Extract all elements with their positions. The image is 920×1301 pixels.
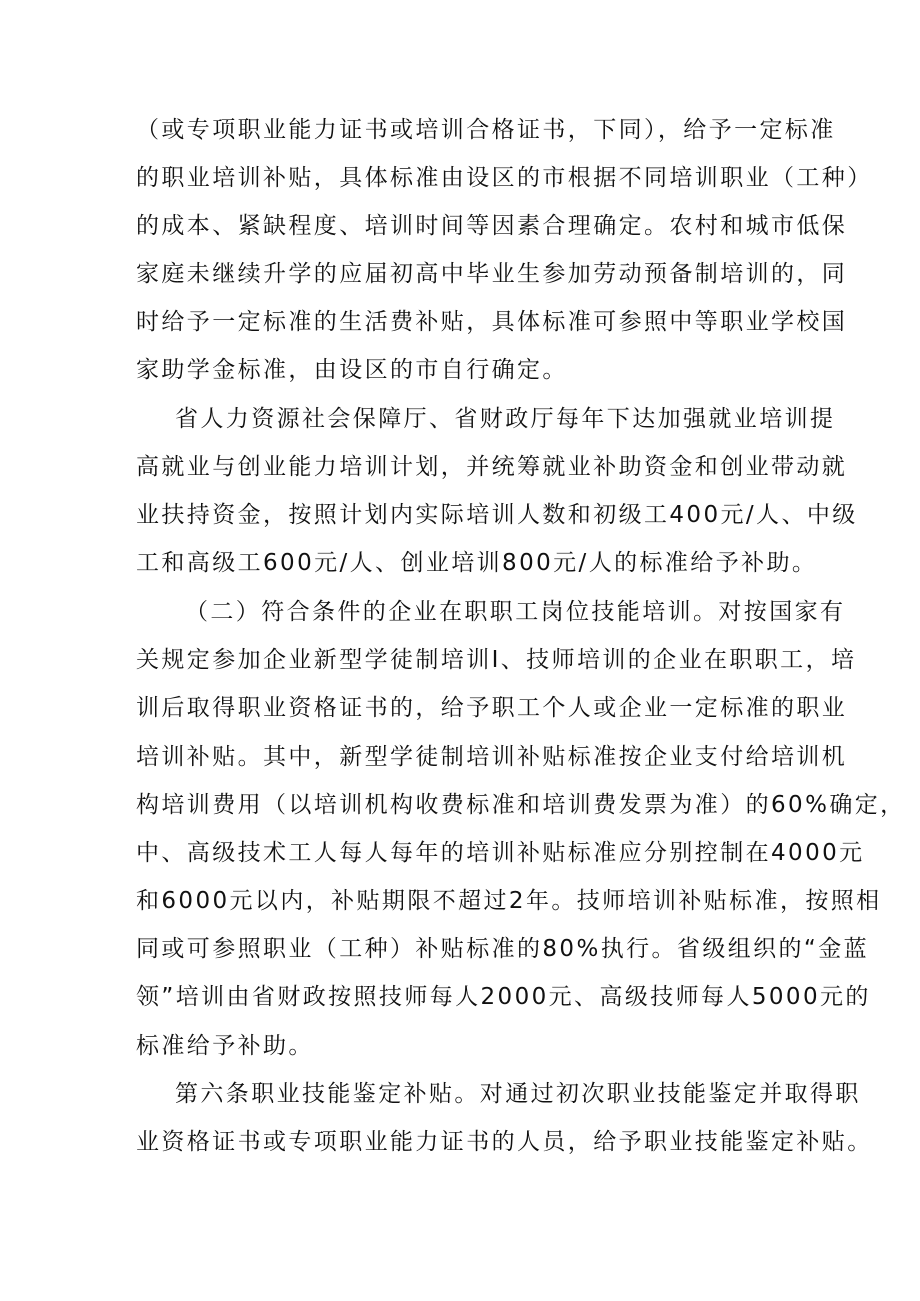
text-line: 构培训费用（以培训机构收费标准和培训费发票为准）的60%确定，	[136, 792, 906, 818]
text-line: 训后取得职业资格证书的，给予职工个人或企业一定标准的职业	[136, 695, 848, 721]
text-line: 家庭未继续升学的应届初高中毕业生参加劳动预备制培训的，同	[136, 261, 848, 287]
text-line: 的职业培训补贴，具体标准由设区的市根据不同培训职业（工种）	[136, 165, 873, 191]
text-line: 工和高级工600元/人、创业培训800元/人的标准给予补助。	[136, 550, 818, 576]
article-heading-line: 第六条职业技能鉴定补贴。对通过初次职业技能鉴定并取得职	[175, 1081, 861, 1107]
text-line: 高就业与创业能力培训计划，并统筹就业补助资金和创业带动就	[136, 454, 848, 480]
text-line: 业扶持资金，按照计划内实际培训人数和初级工400元/人、中级	[136, 502, 858, 528]
text-line: 家助学金标准，由设区的市自行确定。	[136, 357, 568, 383]
text-line: 关规定参加企业新型学徒制培训I、技师培训的企业在职职工，培	[136, 647, 857, 673]
text-line: 业资格证书或专项职业能力证书的人员，给予职业技能鉴定补贴。	[136, 1129, 873, 1155]
text-line: 的成本、紧缺程度、培训时间等因素合理确定。农村和城市低保	[136, 213, 848, 239]
text-line: （或专项职业能力证书或培训合格证书，下同），给予一定标准	[136, 117, 836, 143]
text-line: 中、高级技术工人每人每年的培训补贴标准应分别控制在4000元	[136, 840, 865, 866]
text-line: 时给予一定标准的生活费补贴，具体标准可参照中等职业学校国	[136, 309, 848, 335]
text-line: 标准给予补助。	[136, 1033, 314, 1059]
text-line: 培训补贴。其中，新型学徒制培训补贴标准按企业支付给培训机	[136, 744, 848, 770]
text-line: 同或可参照职业（工种）补贴标准的80%执行。省级组织的“金蓝	[136, 936, 870, 962]
text-line: 领”培训由省财政按照技师每人2000元、高级技师每人5000元的	[136, 984, 871, 1010]
paragraph-first-line: 省人力资源社会保障厅、省财政厅每年下达加强就业培训提	[175, 406, 836, 432]
text-line: 和6000元以内，补贴期限不超过2年。技师培训补贴标准，按照相	[136, 888, 882, 914]
section-heading-line: （二）符合条件的企业在职职工岗位技能培训。对按国家有	[185, 599, 846, 625]
